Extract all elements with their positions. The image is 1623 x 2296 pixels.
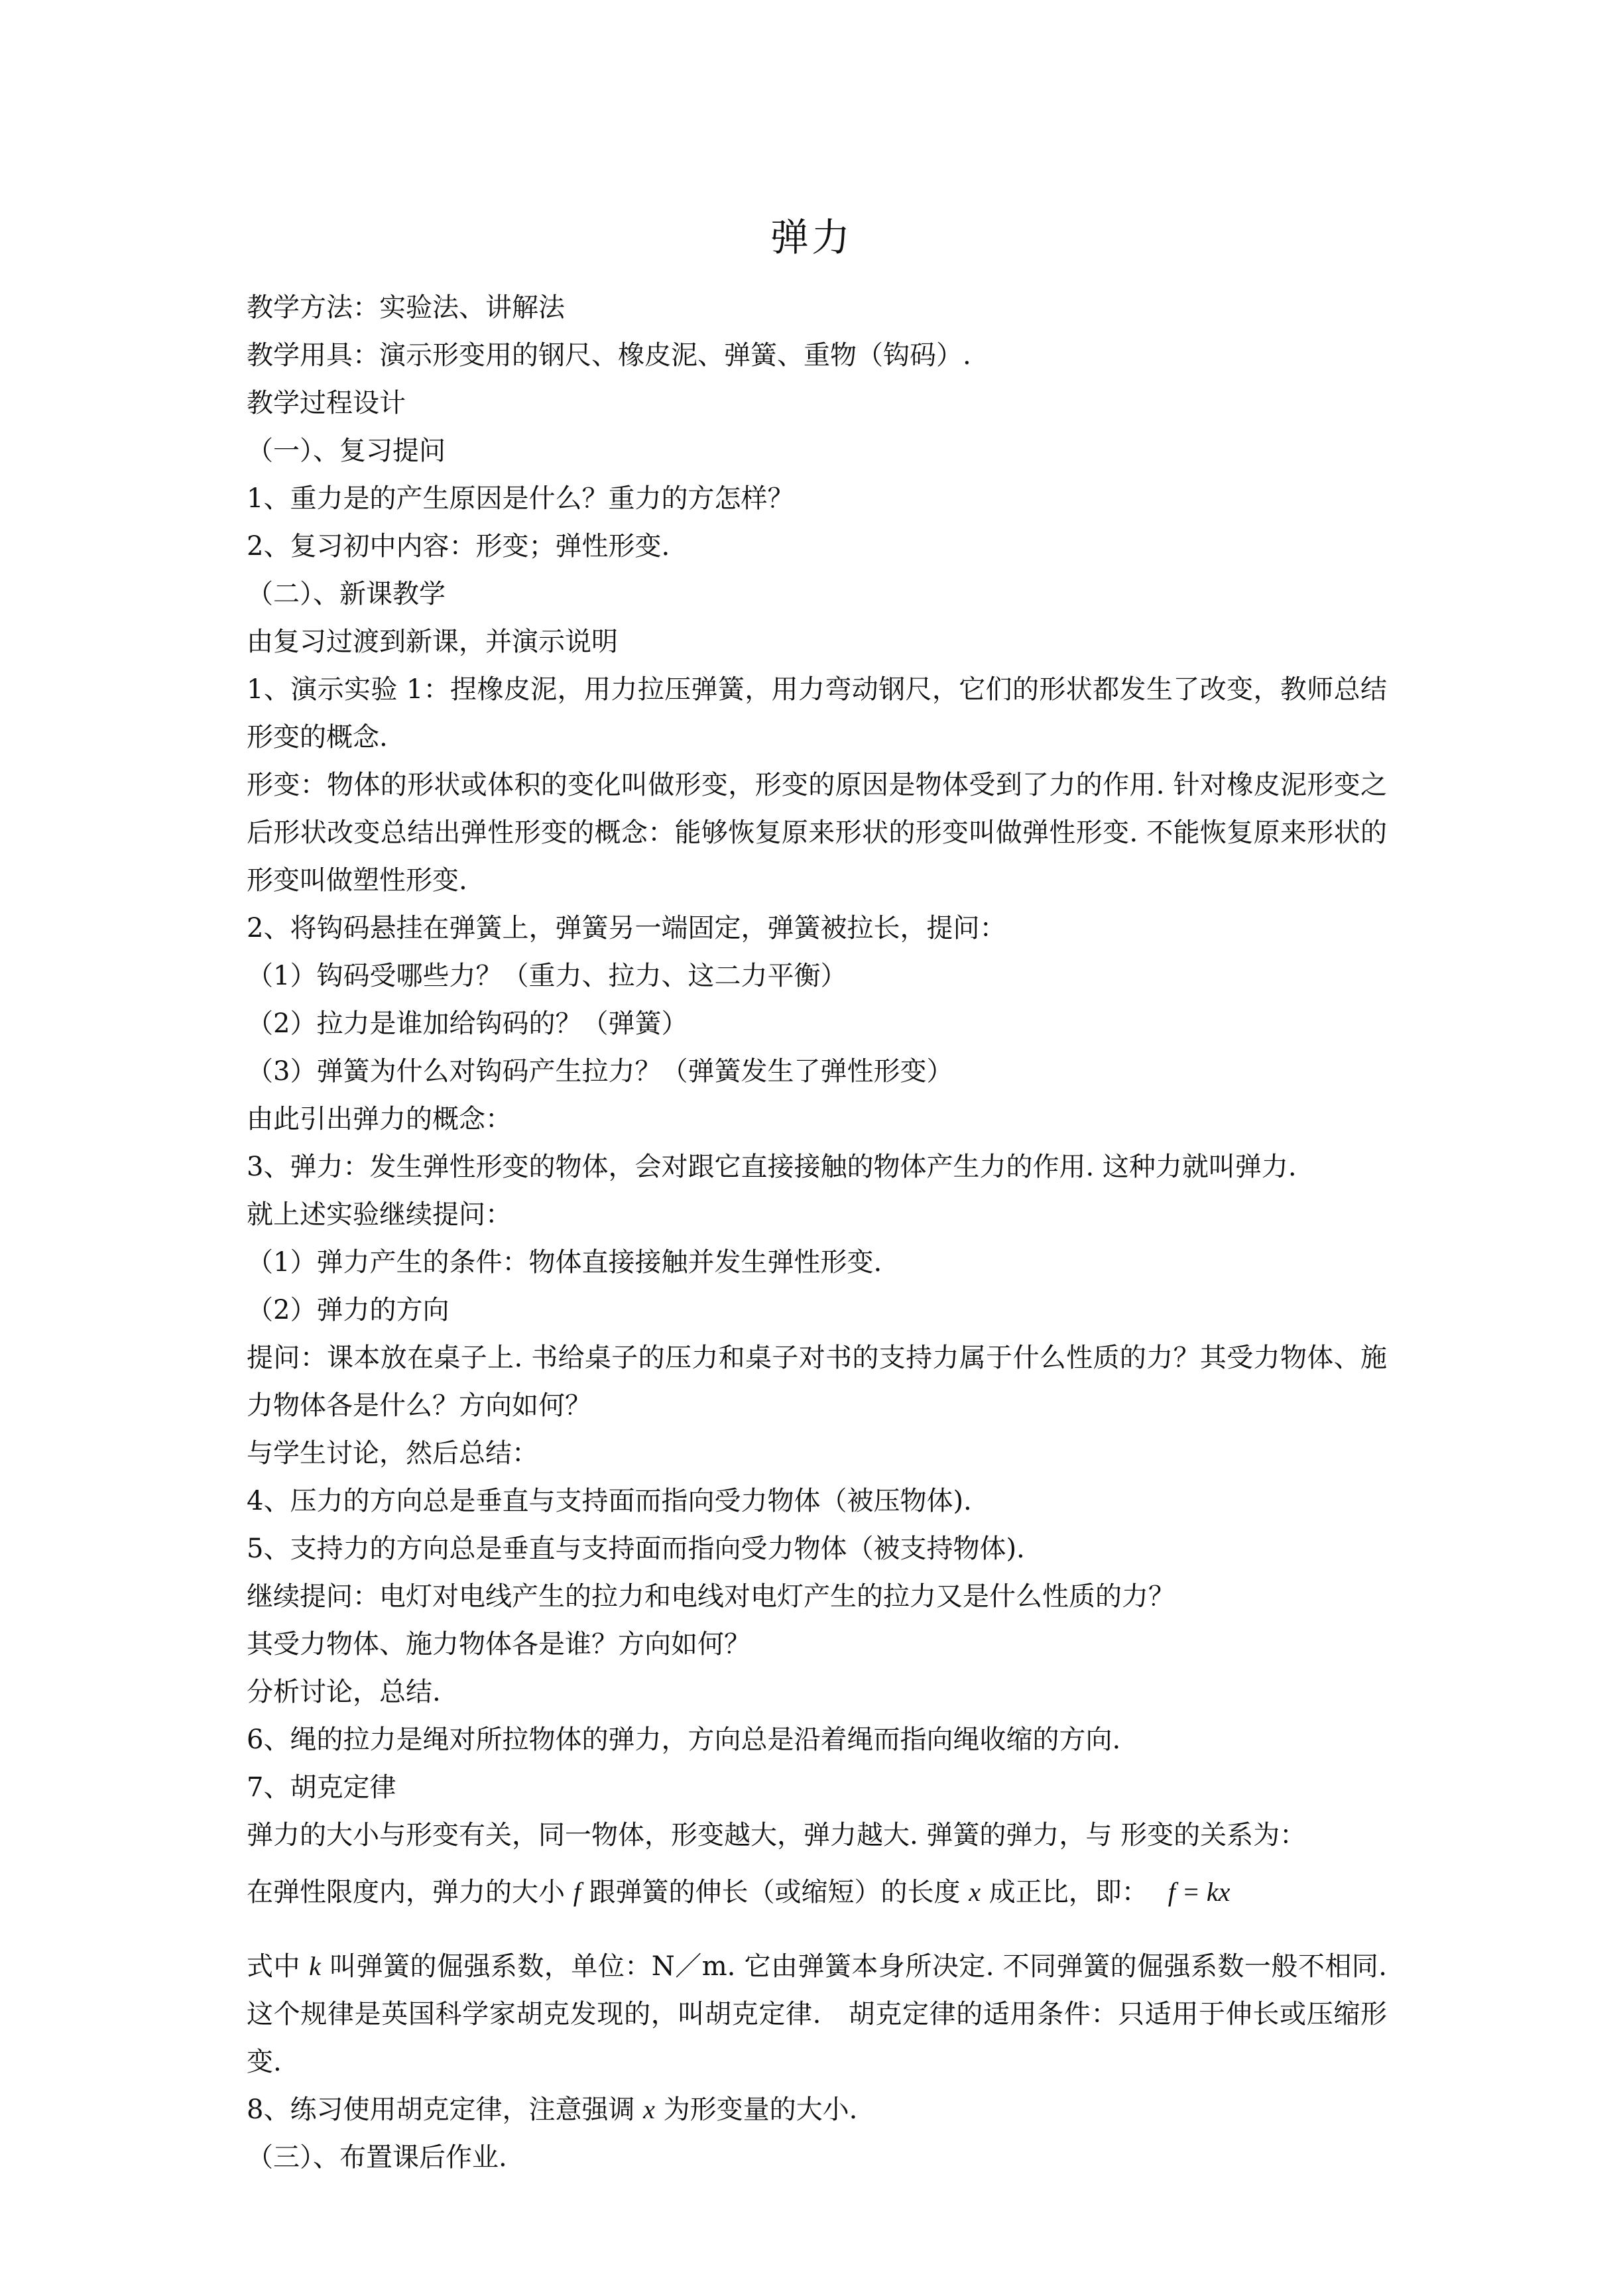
stiffness-text-a: 式中 <box>247 1951 310 1982</box>
transition-line: 由复习过渡到新课，并演示说明 <box>247 627 618 657</box>
direction-line: （2）弹力的方向 <box>247 1295 450 1325</box>
page-title: 弹力 <box>770 215 853 260</box>
hooke-var-f: f <box>573 1877 581 1907</box>
item-2-question-1: （1）钩码受哪些力？（重力、拉力、这二力平衡） <box>247 961 847 991</box>
item-8-text-b: 为形变量的大小. <box>654 2094 858 2125</box>
teaching-tools: 教学用具：演示形变用的钢尺、橡皮泥、弹簧、重物（钩码）. <box>247 340 971 371</box>
hooke-text-c: 成正比，即： <box>981 1877 1148 1907</box>
book-question: 提问：课本放在桌子上. 书给桌子的压力和桌子对书的支持力属于什么性质的力？其受力物体、施力物体各是什么？方向如何？ <box>247 1343 1387 1421</box>
hooke-text-a: 在弹性限度内，弹力的大小 <box>247 1877 573 1907</box>
stiffness-var-k: k <box>309 1951 321 1981</box>
review-question-2: 2、复习初中内容：形变；弹性形变. <box>247 531 670 562</box>
section-review-heading: （一）、复习提问 <box>247 436 446 466</box>
condition-line: （1）弹力产生的条件：物体直接接触并发生弹性形变. <box>247 1247 882 1278</box>
document-body <box>247 284 1387 2181</box>
hooke-formula: f = kx <box>1168 1877 1231 1907</box>
item-2-question-2: （2）拉力是谁加给钩码的？（弹簧） <box>247 1008 688 1039</box>
lamp-question-2: 其受力物体、施力物体各是谁？方向如何？ <box>247 1629 751 1660</box>
item-8-text-a: 8、练习使用胡克定律，注意强调 <box>247 2094 644 2125</box>
review-question-1: 1、重力是的产生原因是什么？重力的方怎样？ <box>247 483 794 514</box>
size-relation-line: 弹力的大小与形变有关，同一物体，形变越大，弹力越大. 弹簧的弹力，与 形变的关系为： <box>247 1820 1307 1850</box>
item-8-var-x: x <box>643 2094 655 2124</box>
item-8-practice <box>247 2086 1387 2134</box>
discuss-line: 与学生讨论，然后总结： <box>247 1438 538 1469</box>
item-2-question-3: （3）弹簧为什么对钩码产生拉力？（弹簧发生了弹性形变） <box>247 1056 953 1087</box>
deformation-definition: 形变：物体的形状或体积的变化叫做形变，形变的原因是物体受到了力的作用. 针对橡皮泥形变之后形状改变总结出弹性形变的概念：能够恢复原来形状的形变叫做弹性形变. 不能恢复原来形状的形变叫做塑性形变. <box>247 770 1387 896</box>
process-heading: 教学过程设计 <box>247 388 406 418</box>
teaching-method: 教学方法：实验法、讲解法 <box>247 292 565 323</box>
item-5-support: 5、支持力的方向总是垂直与支持面而指向受力物体（被支持物体). <box>247 1534 1025 1564</box>
item-2: 2、将钩码悬挂在弹簧上，弹簧另一端固定，弹簧被拉长，提问： <box>247 913 1006 943</box>
section-new-lesson-heading: （二）、新课教学 <box>247 579 446 609</box>
summary-line: 分析讨论，总结. <box>247 1677 441 1707</box>
item-3-elastic-force: 3、弹力：发生弹性形变的物体，会对跟它直接接触的物体产生力的作用. 这种力就叫弹力. <box>247 1152 1297 1182</box>
stiffness-paragraph <box>247 1943 1387 2086</box>
item-6-rope-tension: 6、绳的拉力是绳对所拉物体的弹力，方向总是沿着绳而指向绳收缩的方向. <box>247 1724 1121 1755</box>
stiffness-text-b: 叫弹簧的倔强系数，单位：N／m. 它由弹簧本身所决定. 不同弹簧的倔强系数一般不相同. 这个规律是英国科学家胡克发现的，叫胡克定律. 胡克定律的适用条件：只适用于伸长或压缩形变. <box>247 1951 1388 2077</box>
item-4-pressure: 4、压力的方向总是垂直与支持面而指向受力物体（被压物体). <box>247 1486 972 1516</box>
section-homework-heading: （三）、布置课后作业. <box>247 2142 507 2173</box>
hooke-law-line <box>247 1868 1387 1916</box>
demo-experiment-1: 1、演示实验 1：捏橡皮泥，用力拉压弹簧，用力弯动钢尺，它们的形状都发生了改变，教师总结形变的概念. <box>247 674 1387 753</box>
hooke-var-x: x <box>969 1877 981 1907</box>
lamp-question: 继续提问：电灯对电线产生的拉力和电线对电灯产生的拉力又是什么性质的力？ <box>247 1581 1175 1612</box>
continue-question: 就上述实验继续提问： <box>247 1199 512 1230</box>
hooke-text-b: 跟弹簧的伸长（或缩短）的长度 <box>580 1877 969 1907</box>
lead-line: 由此引出弹力的概念： <box>247 1104 512 1134</box>
item-7-hooke-heading: 7、胡克定律 <box>247 1772 396 1803</box>
